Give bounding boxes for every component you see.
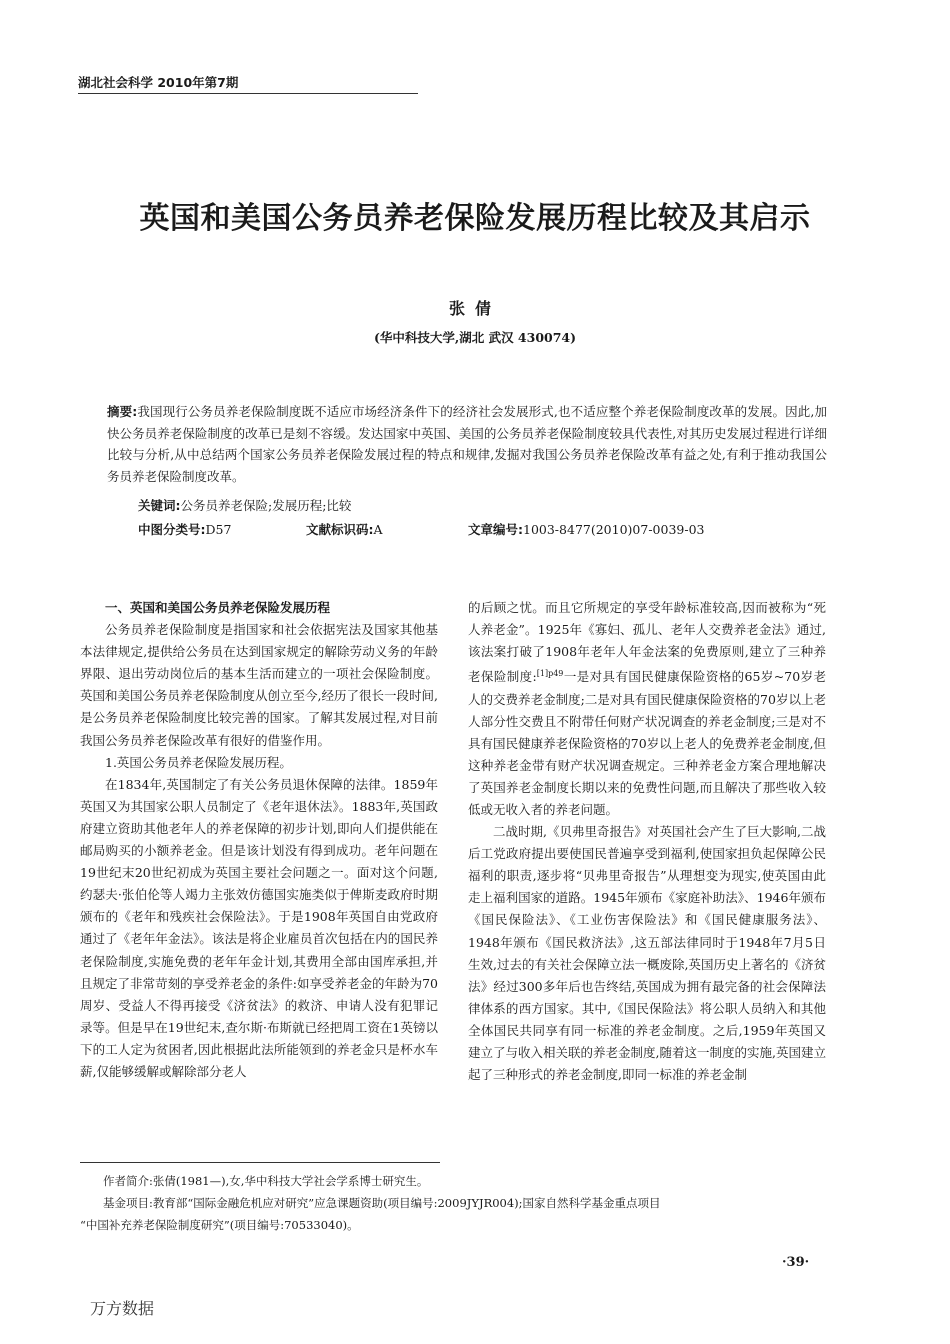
- page-number: ·39·: [782, 1255, 810, 1270]
- funding-note-continued: “中国补充养老保险制度研究”(项目编号:70533040)。: [80, 1218, 359, 1232]
- footnote-rule: [80, 1162, 440, 1163]
- author-bio: 作者简介:张倩(1981—),女,华中科技大学社会学系博士研究生。: [103, 1174, 429, 1188]
- clc-value: D57: [205, 522, 232, 537]
- keywords-value: 公务员养老保险;发展历程;比较: [180, 498, 352, 513]
- footnotes: [80, 1170, 840, 1236]
- paragraph: 公务员养老保险制度是指国家和社会依据宪法及国家其他基本法律规定,提供给公务员在达到国家规定的解除劳动义务的年龄界限、退出劳动岗位后的基本生活而建立的一项社会保险制度。英国和美国公务员养老保险制度从创立至今,经历了很长一段时间,是公务员养老保险制度比较完善的国家。了解其发展过程,对目前我国公务员养老保险改革有很好的借鉴作用。: [80, 622, 438, 748]
- clc-number: [138, 520, 231, 538]
- section-heading: 一、英国和美国公务员养老保险发展历程: [105, 600, 331, 615]
- article-number: [468, 520, 704, 538]
- citation: [1]p49: [536, 669, 564, 679]
- paragraph: [468, 597, 826, 821]
- abstract-text: 我国现行公务员养老保险制度既不适应市场经济条件下的经济社会发展形式,也不适应整个养老保险制度改革的发展。因此,加快公务员养老保险制度的改革已是刻不容缓。发达国家中英国、美国的公务员养老保险制度较具代表性,对其历史发展过程进行详细比较与分析,从中总结两个国家公务员养老保险发展过程的特点和规律,发掘对我国公务员养老保险改革有益之处,有利于推动我国公务员养老保险制度改革。: [107, 404, 828, 484]
- header-rule: [78, 93, 418, 94]
- clc-label: 中图分类号:: [138, 522, 206, 537]
- right-column: [468, 597, 826, 1086]
- abstract-label: 摘要:: [107, 404, 138, 419]
- journal-header: 湖北社会科学 2010年第7期: [78, 75, 239, 90]
- subsection-heading: 1.英国公务员养老保险发展历程。: [105, 754, 292, 770]
- article-no-label: 文章编号:: [468, 522, 523, 537]
- watermark: 万方数据: [90, 1299, 155, 1318]
- paragraph: 在1834年,英国制定了有关公务员退休保障的法律。1859年英国又为其国家公职人员制定了《老年退休法》。1883年,英国政府建立资助其他老年人的养老保障的初步计划,即向人们提供能在邮局购买的小额养老金。但是该计划没有得到成功。老年问题在19世纪末20世纪初成为英国主要社会问题之一。面对这个问题,约瑟夫·张伯伦等人竭力主张效仿德国实施类似于俾斯麦政府时期颁布的《老年和残疾社会保险法》。于是1908年英国自由党政府通过了《老年年金法》。该法是将企业雇员首次包括在内的国民养老保险制度,实施免费的老年年金计划,其费用全部由国库承担,并且规定了非常苛刻的享受养老金的条件:如享受养老金的年龄为70周岁、受益人不得再接受《济贫法》的救济、申请人没有犯罪记录等。但是早在19世纪末,查尔斯·布斯就已经把周工资在1英镑以下的工人定为贫困者,因此根据此法所能领到的养老金只是杯水车薪,仅能够缓解或解除部分老人: [80, 776, 438, 1079]
- paper-title: 英国和美国公务员养老保险发展历程比较及其启示: [139, 201, 811, 236]
- paragraph-part: 一是对具有国民健康保险资格的65岁~70岁老人的交费养老金制度;二是对具有国民健康保险资格的70岁以上老人部分性交费且不附带任何财产状况调查的养老金制度;三是对不具有国民健康养老保险资格的70岁以上老人的免费养老金制度,但这种养老金带有财产状况调查规定。三种养老金方案合理地解决了英国养老金制度长期以来的免费性问题,而且解决了那些收入较低或无收入者的养老问题。: [468, 669, 826, 817]
- author-name: 张倩: [448, 299, 501, 318]
- document-code: [306, 520, 383, 538]
- keywords-label: 关键词:: [138, 498, 181, 513]
- author-affiliation: (华中科技大学,湖北 武汉 430074): [373, 330, 577, 345]
- paragraph-part: 的后顾之忧。而且它所规定的享受年龄标准较高,因而被称为“死人养老金”。1925年《寡妇、孤儿、老年人交费养老金法》通过,该法案打破了1908年老年人年金法案的免费原则,建立了三种养老保险制度:: [468, 600, 826, 685]
- paragraph: 二战时期,《贝弗里奇报告》对英国社会产生了巨大影响,二战后工党政府提出要使国民普遍享受到福利,使国家担负起保障公民福利的职责,逐步将“贝弗里奇报告”从理想变为现实,使英国由此走上福利国家的道路。1945年颁布《家庭补助法》、1946年颁布《国民保险法》、《工业伤害保险法》和《国民健康服务法》、1948年颁布《国民救济法》,这五部法律同时于1948年7月5日生效,过去的有关社会保障立法一概废除,英国历史上著名的《济贫法》经过300多年后也告终结,英国成为拥有最完备的社会保障法律体系的西方国家。其中,《国民保险法》将公职人员纳入和其他全体国民共同享有同一标准的养老金制度。之后,1959年英国又建立了与收入相关联的养老金制度,随着这一制度的实施,英国建立起了三种形式的养老金制度,即同一标准的养老金制: [468, 824, 826, 1083]
- keywords: [138, 496, 351, 514]
- abstract: [107, 401, 827, 487]
- left-column: [80, 597, 438, 1083]
- doc-code-label: 文献标识码:: [306, 522, 374, 537]
- doc-code-value: A: [373, 522, 383, 537]
- funding-note: 基金项目:教育部“国际金融危机应对研究”应急课题资助(项目编号:2009JYJR004);国家自然科学基金重点项目: [103, 1196, 661, 1210]
- article-no-value: 1003-8477(2010)07-0039-03: [523, 522, 705, 537]
